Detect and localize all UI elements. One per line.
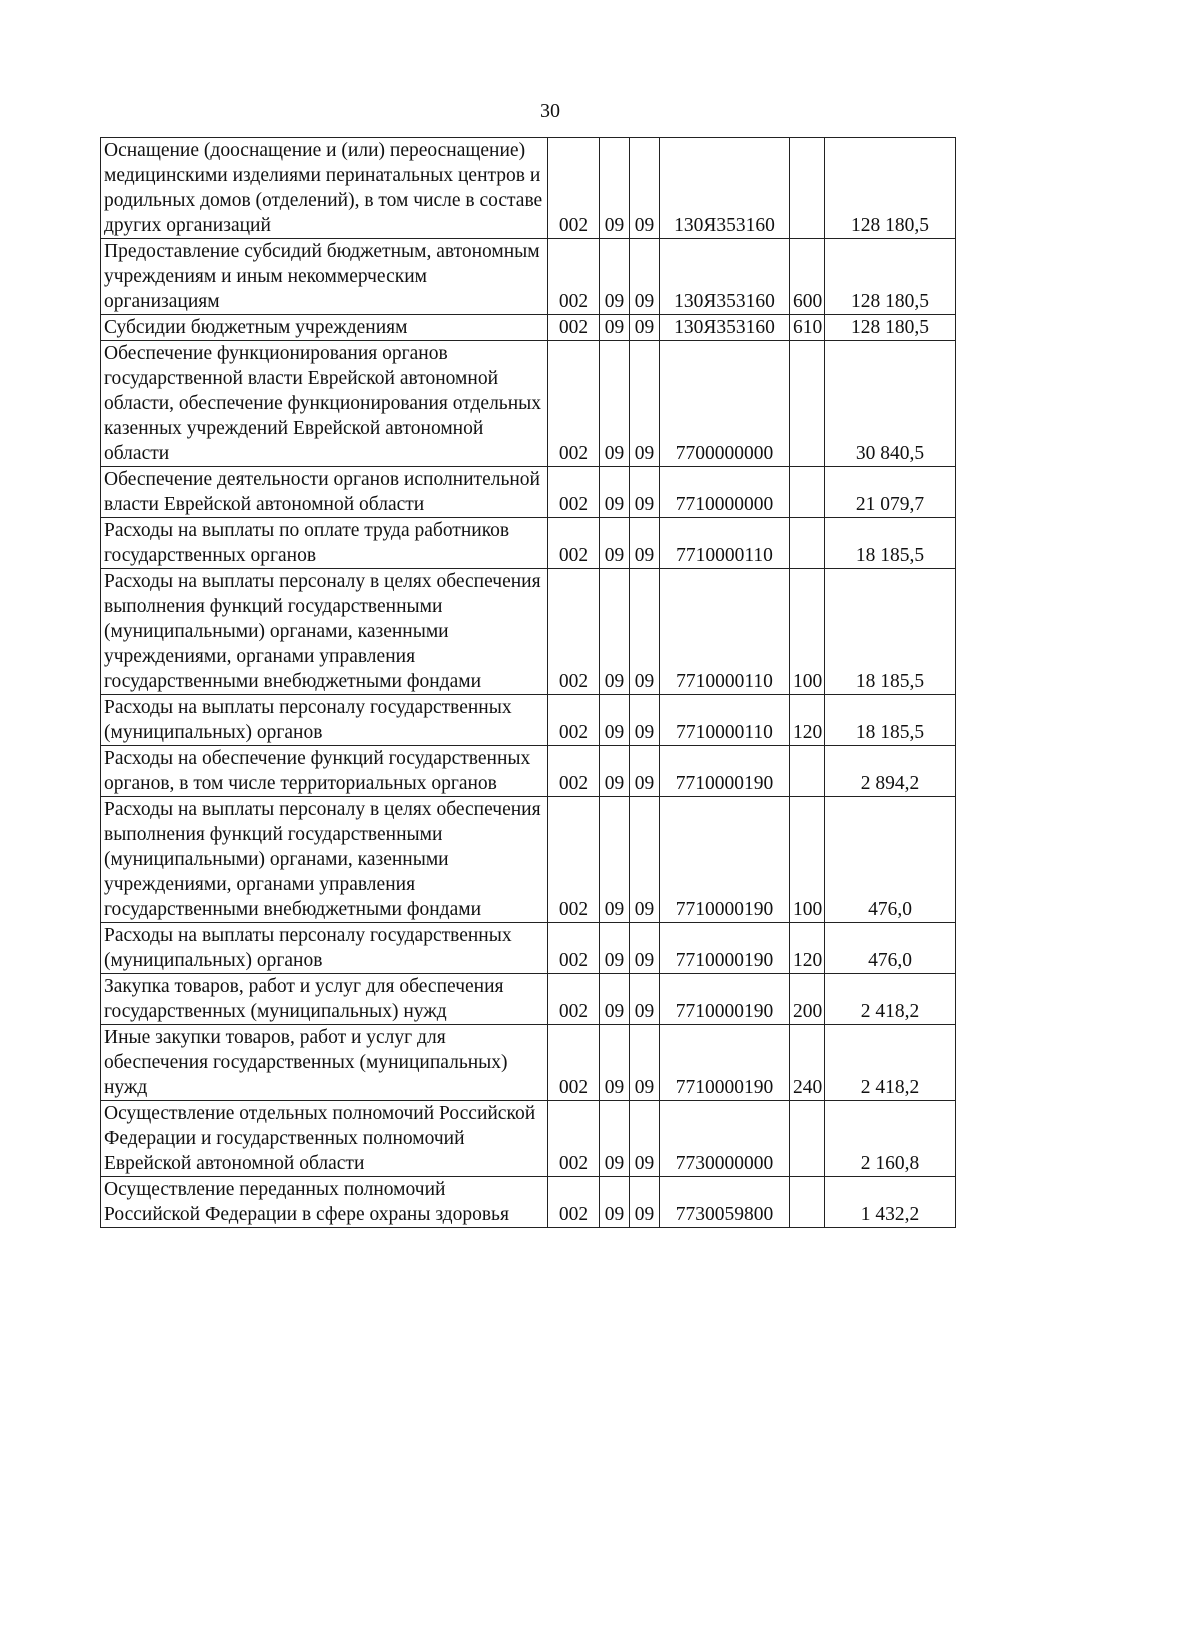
- cell-name: Осуществление переданных полномочий Российской Федерации в сфере охраны здоровья: [101, 1177, 548, 1228]
- cell-target-article: 130Я353160: [660, 138, 790, 239]
- cell-amount: 2 894,2: [825, 746, 956, 797]
- cell-target-article: 7710000110: [660, 569, 790, 695]
- cell-amount: 128 180,5: [825, 138, 956, 239]
- cell-subsection-code: 09: [630, 1101, 660, 1177]
- cell-amount: 2 160,8: [825, 1101, 956, 1177]
- cell-section-code: 09: [600, 569, 630, 695]
- cell-subsection-code: 09: [630, 797, 660, 923]
- cell-amount: 476,0: [825, 923, 956, 974]
- cell-ministry-code: 002: [548, 746, 600, 797]
- cell-expense-type: [790, 518, 825, 569]
- cell-subsection-code: 09: [630, 315, 660, 341]
- cell-section-code: 09: [600, 1177, 630, 1228]
- cell-target-article: 7710000190: [660, 923, 790, 974]
- cell-section-code: 09: [600, 923, 630, 974]
- cell-subsection-code: 09: [630, 923, 660, 974]
- cell-ministry-code: 002: [548, 695, 600, 746]
- cell-section-code: 09: [600, 138, 630, 239]
- cell-amount: 2 418,2: [825, 974, 956, 1025]
- cell-amount: 1 432,2: [825, 1177, 956, 1228]
- cell-amount: 21 079,7: [825, 467, 956, 518]
- cell-expense-type: 120: [790, 695, 825, 746]
- cell-name: Расходы на обеспечение функций государственных органов, в том числе территориальных органов: [101, 746, 548, 797]
- cell-amount: 18 185,5: [825, 518, 956, 569]
- cell-name: Обеспечение деятельности органов исполнительной власти Еврейской автономной области: [101, 467, 548, 518]
- cell-ministry-code: 002: [548, 518, 600, 569]
- cell-name: Расходы на выплаты персоналу в целях обеспечения выполнения функций государственными (муниципальными) органами, казенными учреждениями, органами управления государственными внебюджетными фондами: [101, 797, 548, 923]
- cell-section-code: 09: [600, 695, 630, 746]
- cell-amount: 18 185,5: [825, 569, 956, 695]
- table-row: [101, 1177, 956, 1228]
- cell-ministry-code: 002: [548, 467, 600, 518]
- cell-ministry-code: 002: [548, 974, 600, 1025]
- cell-target-article: 7710000000: [660, 467, 790, 518]
- table-row: [101, 341, 956, 467]
- cell-amount: 2 418,2: [825, 1025, 956, 1101]
- cell-ministry-code: 002: [548, 239, 600, 315]
- cell-subsection-code: 09: [630, 138, 660, 239]
- cell-section-code: 09: [600, 518, 630, 569]
- cell-ministry-code: 002: [548, 315, 600, 341]
- cell-ministry-code: 002: [548, 569, 600, 695]
- cell-target-article: 7700000000: [660, 341, 790, 467]
- cell-amount: 128 180,5: [825, 239, 956, 315]
- table-row: [101, 467, 956, 518]
- table-row: [101, 797, 956, 923]
- cell-section-code: 09: [600, 1101, 630, 1177]
- cell-expense-type: 240: [790, 1025, 825, 1101]
- cell-target-article: 7710000110: [660, 695, 790, 746]
- cell-expense-type: 600: [790, 239, 825, 315]
- cell-name: Расходы на выплаты персоналу государственных (муниципальных) органов: [101, 923, 548, 974]
- cell-target-article: 7710000110: [660, 518, 790, 569]
- table-row: [101, 518, 956, 569]
- table-row: [101, 923, 956, 974]
- cell-target-article: 130Я353160: [660, 315, 790, 341]
- table-row: [101, 1101, 956, 1177]
- cell-ministry-code: 002: [548, 1025, 600, 1101]
- cell-subsection-code: 09: [630, 1177, 660, 1228]
- cell-ministry-code: 002: [548, 923, 600, 974]
- table-row: [101, 974, 956, 1025]
- cell-subsection-code: 09: [630, 1025, 660, 1101]
- cell-name: Предоставление субсидий бюджетным, автономным учреждениям и иным некоммерческим организациям: [101, 239, 548, 315]
- table-row: [101, 239, 956, 315]
- cell-section-code: 09: [600, 974, 630, 1025]
- cell-target-article: 7730000000: [660, 1101, 790, 1177]
- cell-section-code: 09: [600, 467, 630, 518]
- cell-expense-type: [790, 746, 825, 797]
- cell-expense-type: [790, 341, 825, 467]
- page-number: 30: [540, 100, 560, 122]
- table-row: [101, 1025, 956, 1101]
- budget-table: [100, 137, 956, 1228]
- cell-name: Осуществление отдельных полномочий Российской Федерации и государственных полномочий Еврейской автономной области: [101, 1101, 548, 1177]
- cell-section-code: 09: [600, 1025, 630, 1101]
- cell-subsection-code: 09: [630, 467, 660, 518]
- table-row: [101, 569, 956, 695]
- cell-target-article: 7710000190: [660, 797, 790, 923]
- cell-name: Закупка товаров, работ и услуг для обеспечения государственных (муниципальных) нужд: [101, 974, 548, 1025]
- cell-name: Расходы на выплаты персоналу государственных (муниципальных) органов: [101, 695, 548, 746]
- cell-expense-type: [790, 1101, 825, 1177]
- cell-ministry-code: 002: [548, 1101, 600, 1177]
- cell-expense-type: 120: [790, 923, 825, 974]
- cell-target-article: 7710000190: [660, 974, 790, 1025]
- cell-subsection-code: 09: [630, 239, 660, 315]
- cell-subsection-code: 09: [630, 695, 660, 746]
- cell-expense-type: 100: [790, 797, 825, 923]
- cell-ministry-code: 002: [548, 1177, 600, 1228]
- cell-expense-type: 610: [790, 315, 825, 341]
- cell-target-article: 7730059800: [660, 1177, 790, 1228]
- cell-amount: 30 840,5: [825, 341, 956, 467]
- table-row: [101, 138, 956, 239]
- cell-ministry-code: 002: [548, 138, 600, 239]
- cell-name: Расходы на выплаты персоналу в целях обеспечения выполнения функций государственными (муниципальными) органами, казенными учреждениями, органами управления государственными внебюджетными фондами: [101, 569, 548, 695]
- cell-expense-type: [790, 1177, 825, 1228]
- table-row: [101, 315, 956, 341]
- cell-amount: 476,0: [825, 797, 956, 923]
- cell-ministry-code: 002: [548, 797, 600, 923]
- cell-amount: 18 185,5: [825, 695, 956, 746]
- cell-section-code: 09: [600, 341, 630, 467]
- cell-target-article: 7710000190: [660, 746, 790, 797]
- cell-expense-type: [790, 467, 825, 518]
- cell-name: Иные закупки товаров, работ и услуг для обеспечения государственных (муниципальных) нужд: [101, 1025, 548, 1101]
- cell-section-code: 09: [600, 797, 630, 923]
- cell-name: Оснащение (дооснащение и (или) переоснащение) медицинскими изделиями перинатальных центров и родильных домов (отделений), в том числе в составе других организаций: [101, 138, 548, 239]
- cell-subsection-code: 09: [630, 341, 660, 467]
- cell-section-code: 09: [600, 746, 630, 797]
- cell-subsection-code: 09: [630, 974, 660, 1025]
- cell-ministry-code: 002: [548, 341, 600, 467]
- cell-amount: 128 180,5: [825, 315, 956, 341]
- cell-expense-type: 100: [790, 569, 825, 695]
- cell-target-article: 130Я353160: [660, 239, 790, 315]
- cell-name: Обеспечение функционирования органов государственной власти Еврейской автономной области, обеспечение функционирования отдельных казенных учреждений Еврейской автономной области: [101, 341, 548, 467]
- cell-subsection-code: 09: [630, 518, 660, 569]
- table-row: [101, 746, 956, 797]
- cell-subsection-code: 09: [630, 746, 660, 797]
- cell-name: Расходы на выплаты по оплате труда работников государственных органов: [101, 518, 548, 569]
- cell-section-code: 09: [600, 315, 630, 341]
- cell-section-code: 09: [600, 239, 630, 315]
- cell-expense-type: 200: [790, 974, 825, 1025]
- cell-target-article: 7710000190: [660, 1025, 790, 1101]
- cell-subsection-code: 09: [630, 569, 660, 695]
- table-row: [101, 695, 956, 746]
- cell-expense-type: [790, 138, 825, 239]
- cell-name: Субсидии бюджетным учреждениям: [101, 315, 548, 341]
